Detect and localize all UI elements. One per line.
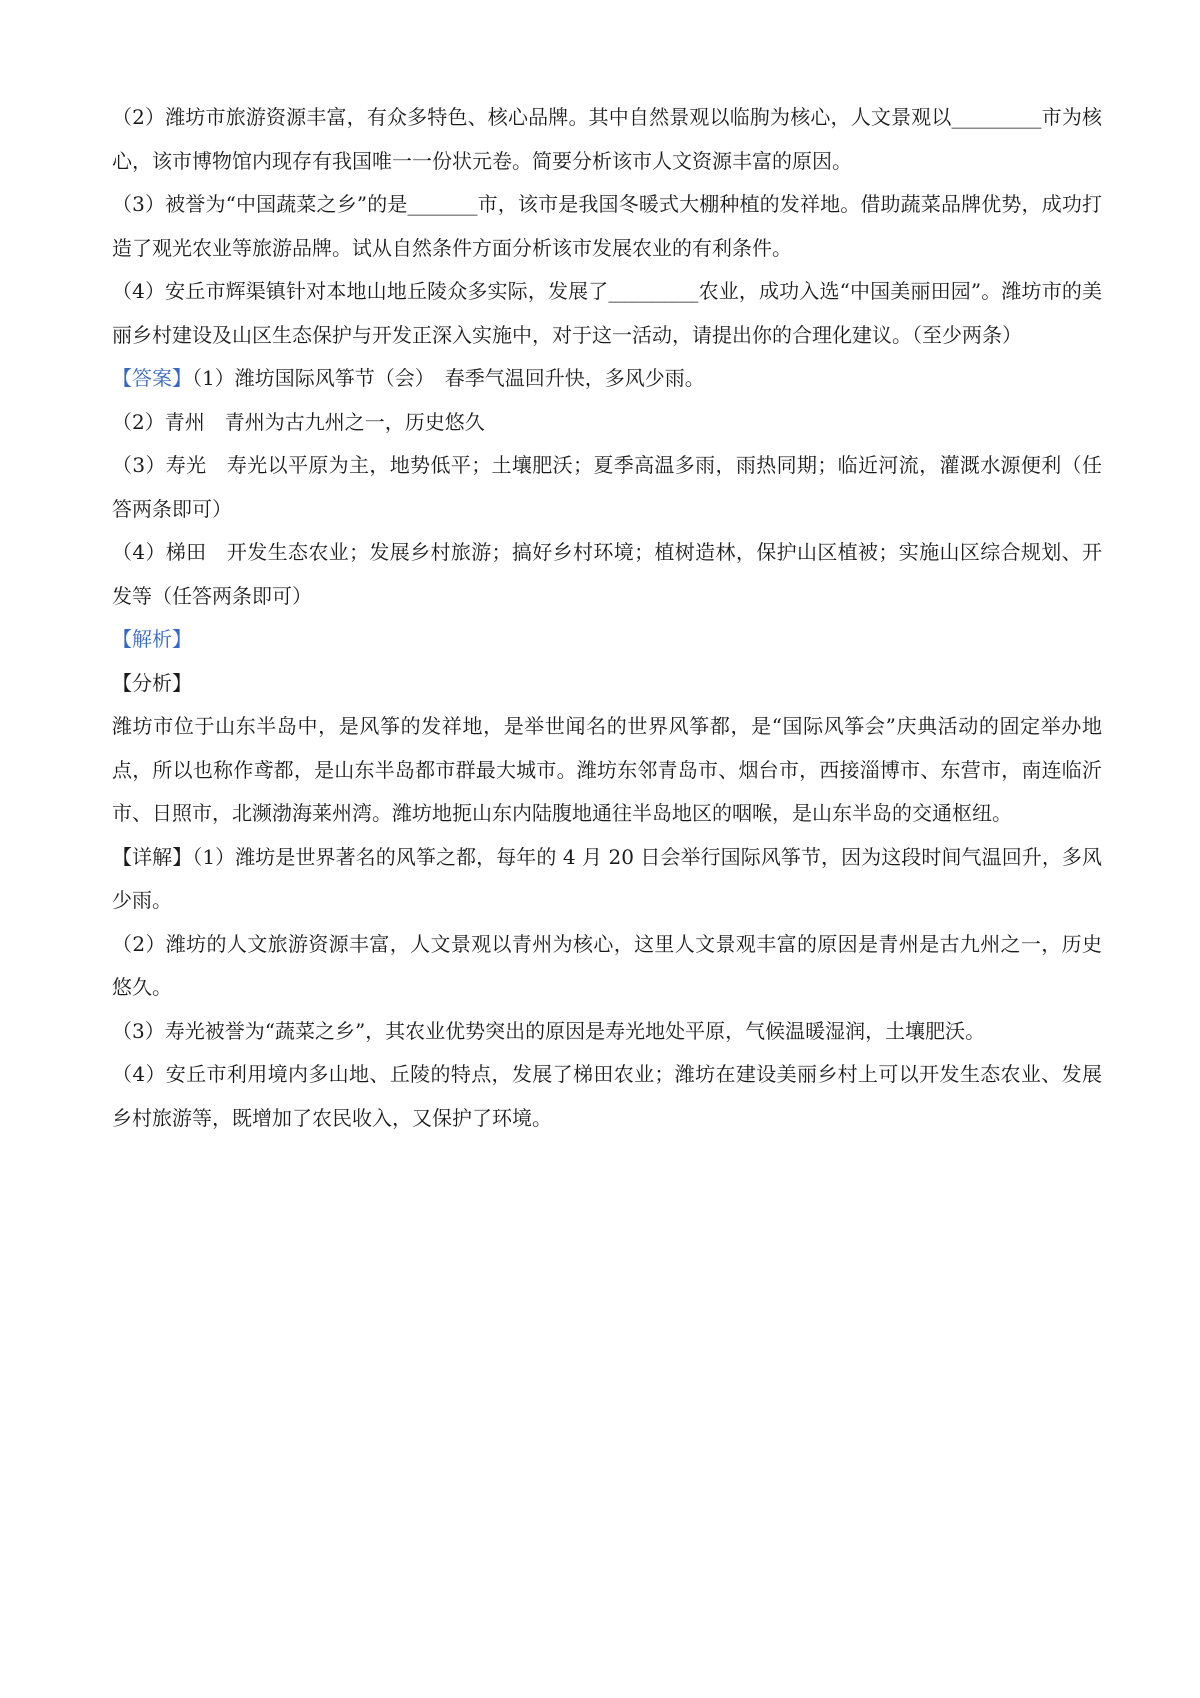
analysis-text: 潍坊市位于山东半岛中，是风筝的发祥地，是举世闻名的世界风筝都，是“国际风筝会”庆典活动的固定举办地点，所以也称作鸢都，是山东半岛都市群最大城市。潍坊东邻青岛市、烟台市，西接淄博市、东营市，南连临沂市、日照市，北濒渤海莱州湾。潍坊地扼山东内陆腹地通往半岛地区的咽喉，是山东半岛的交通枢纽。 — [112, 714, 1102, 825]
answer-3: （3）寿光 寿光以平原为主，地势低平；土壤肥沃；夏季高温多雨，雨热同期；临近河流，灌溉水源便利（任答两条即可） — [112, 453, 1102, 521]
question-3: （3）被誉为“中国蔬菜之乡”的是_______市，该市是我国冬暖式大棚种植的发祥地。借助蔬菜品牌优势，成功打造了观光农业等旅游品牌。试从自然条件方面分析该市发展农业的有利条件。 — [112, 192, 1102, 260]
document-page — [112, 96, 1102, 1140]
answer-1-line — [112, 357, 1102, 401]
detail-1: 【详解】（1）潍坊是世界著名的风筝之都，每年的 4 月 20 日会举行国际风筝节，因为这段时间气温回升，多风少雨。 — [112, 844, 1102, 912]
answer-4: （4）梯田 开发生态农业；发展乡村旅游；搞好乡村环境；植树造林，保护山区植被；实施山区综合规划、开发等（任答两条即可） — [112, 540, 1102, 608]
detail-2: （2）潍坊的人文旅游资源丰富，人文景观以青州为核心，这里人文景观丰富的原因是青州是古九州之一，历史悠久。 — [112, 931, 1102, 999]
detail-3: （3）寿光被誉为“蔬菜之乡”，其农业优势突出的原因是寿光地处平原，气候温暖湿润，土壤肥沃。 — [112, 1018, 986, 1043]
answer-label: 【答案】 — [112, 366, 192, 390]
question-2: （2）潍坊市旅游资源丰富，有众多特色、核心品牌。其中自然景观以临朐为核心，人文景观以_________市为核心，该市博物馆内现存有我国唯一一份状元卷。简要分析该市人文资源丰富的原因。 — [112, 105, 1102, 173]
analysis-sub-label: 【分析】 — [112, 670, 192, 695]
question-4: （4）安丘市辉渠镇针对本地山地丘陵众多实际，发展了_________农业，成功入选“中国美丽田园”。潍坊市的美丽乡村建设及山区生态保护与开发正深入实施中，对于这一活动，请提出你的合理化建议。（至少两条） — [112, 279, 1102, 347]
answer-1: （1）潍坊国际风筝节（会） 春季气温回升快，多风少雨。 — [192, 366, 705, 390]
analysis-label: 【解析】 — [112, 627, 192, 651]
detail-4: （4）安丘市利用境内多山地、丘陵的特点，发展了梯田农业；潍坊在建设美丽乡村上可以开发生态农业、发展乡村旅游等，既增加了农民收入，又保护了环境。 — [112, 1062, 1102, 1130]
answer-2: （2）青州 青州为古九州之一，历史悠久 — [112, 409, 485, 434]
